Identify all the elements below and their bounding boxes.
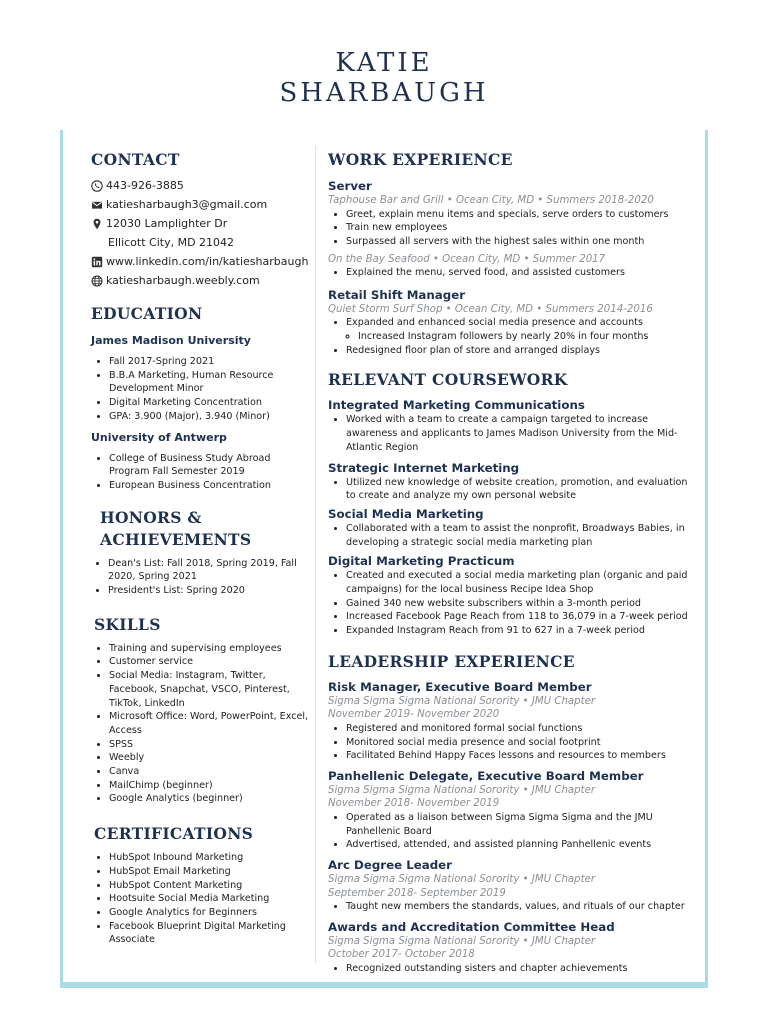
certifications-list <box>94 851 311 947</box>
role-org: Sigma Sigma Sigma National Sorority • JMU Chapter <box>328 695 596 707</box>
honors-item: • President's List: Spring 2020 <box>108 584 311 598</box>
course-details <box>328 569 688 638</box>
skill-item: • Microsoft Office: Word, PowerPoint, Excel, Access <box>109 710 311 737</box>
certification-item: • HubSpot Email Marketing <box>109 865 311 879</box>
role-item: • Registered and monitored formal social functions <box>346 722 688 736</box>
duty-item: • Expanded and enhanced social media presence and accounts <box>346 316 688 330</box>
school-details <box>91 452 311 493</box>
skill-item: • Weebly <box>109 751 311 765</box>
course-item: • Collaborated with a team to assist the nonprofit, Broadways Babies, in developing a strategic social media marketing plan <box>346 522 688 549</box>
contact-email <box>91 195 311 214</box>
job-meta: On the Bay Seafood • Ocean City, MD • Summer 2017 <box>328 253 606 265</box>
resume-name <box>0 48 768 108</box>
role-dates: November 2019- November 2020 <box>328 709 500 721</box>
duty-item: • Redesigned floor plan of store and arranged displays <box>346 344 688 358</box>
education-item: • Fall 2017-Spring 2021 <box>109 355 311 369</box>
job-duties <box>328 344 688 358</box>
job-sub-duties <box>328 330 688 344</box>
coursework-heading: RELEVANT COURSEWORK <box>328 370 568 390</box>
work-experience-section <box>328 150 688 357</box>
role-org: Sigma Sigma Sigma National Sorority • JMU Chapter <box>328 935 596 947</box>
course-item: • Created and executed a social media marketing plan (organic and paid campaigns) for the local business Recipe Idea Shop <box>346 569 688 596</box>
skill-item: • SPSS <box>109 738 311 752</box>
course-title: Integrated Marketing Communications <box>328 398 585 413</box>
skill-item: • MailChimp (beginner) <box>109 779 311 793</box>
education-item: • B.B.A Marketing, Human Resource Development Minor <box>109 369 311 396</box>
course-item: • Utilized new knowledge of website creation, promotion, and evaluation to create and analyze my own personal website <box>346 476 688 503</box>
course-title: Digital Marketing Practicum <box>328 554 515 569</box>
phone-icon <box>91 180 103 192</box>
role-item: • Recognized outstanding sisters and chapter achievements <box>346 962 688 976</box>
education-item: • European Business Concentration <box>109 479 311 493</box>
course-item: • Expanded Instagram Reach from 91 to 627 in a 7-week period <box>346 624 688 638</box>
role-item: • Operated as a liaison between Sigma Sigma Sigma and the JMU Panhellenic Board <box>346 811 688 838</box>
contact-phone <box>91 176 311 195</box>
course-entry <box>328 398 688 454</box>
left-column <box>91 150 311 947</box>
job-duties <box>328 266 688 280</box>
contact-linkedin-text[interactable]: www.linkedin.com/in/katiesharbaugh <box>106 255 309 268</box>
role-item: • Taught new members the standards, values, and rituals of our chapter <box>346 900 688 914</box>
honors-list <box>100 557 311 598</box>
contact-address1-text: 12030 Lamplighter Dr <box>106 217 228 230</box>
work-entry-retail <box>328 288 688 358</box>
role-duties <box>328 722 688 763</box>
column-divider <box>315 146 316 964</box>
honors-item: • Dean's List: Fall 2018, Spring 2019, Fall 2020, Spring 2021 <box>108 557 311 584</box>
role-title: Awards and Accreditation Committee Head <box>328 919 615 934</box>
role-org: Sigma Sigma Sigma National Sorority • JMU Chapter <box>328 874 596 886</box>
contact-address-line2 <box>91 233 311 252</box>
education-school <box>91 430 311 493</box>
education-heading: EDUCATION <box>91 304 203 323</box>
leadership-section <box>328 652 688 976</box>
role-dates: September 2018- September 2019 <box>328 887 506 899</box>
education-item: • Digital Marketing Concentration <box>109 396 311 410</box>
contact-heading: CONTACT <box>91 150 180 169</box>
role-dates: November 2018- November 2019 <box>328 798 500 810</box>
right-column <box>328 150 688 975</box>
course-entry <box>328 554 688 638</box>
email-icon <box>91 199 103 211</box>
certification-item: • Hootsuite Social Media Marketing <box>109 892 311 906</box>
course-item: • Increased Facebook Page Reach from 118 to 36,079 in a 7-week period <box>346 610 688 624</box>
course-item: • Worked with a team to create a campaign targeted to increase awareness and applicants to James Madison University from the Mid-Atlantic Region <box>346 413 688 454</box>
contact-address-line1 <box>91 214 311 233</box>
sub-duty-item: ◦ Increased Instagram followers by nearly 20% in four months <box>358 330 688 344</box>
skills-heading: SKILLS <box>94 614 161 634</box>
contact-linkedin <box>91 252 311 271</box>
globe-icon <box>91 275 103 287</box>
course-title: Strategic Internet Marketing <box>328 460 520 475</box>
leadership-entry <box>328 680 688 763</box>
leadership-heading: LEADERSHIP EXPERIENCE <box>328 651 575 671</box>
contact-list <box>91 176 311 290</box>
education-item: • GPA: 3.900 (Major), 3.940 (Minor) <box>109 410 311 424</box>
honors-section <box>91 507 311 598</box>
skill-item: • Google Analytics (beginner) <box>109 792 311 806</box>
role-dates: October 2017- October 2018 <box>328 949 475 961</box>
name-line-last: SHARBAUGH <box>279 78 489 108</box>
skill-item: • Canva <box>109 765 311 779</box>
skill-item: • Customer service <box>109 655 311 669</box>
duty-item: • Explained the menu, served food, and assisted customers <box>346 266 688 280</box>
certification-item: • Google Analytics for Beginners <box>109 906 311 920</box>
job-duties <box>328 316 688 330</box>
contact-website <box>91 271 311 290</box>
contact-phone-text: 443-926-3885 <box>106 179 184 192</box>
role-duties <box>328 962 688 976</box>
education-school <box>91 333 311 424</box>
job-title: Retail Shift Manager <box>328 287 466 302</box>
role-org: Sigma Sigma Sigma National Sorority • JMU Chapter <box>328 784 596 796</box>
certifications-heading: CERTIFICATIONS <box>94 824 254 844</box>
certification-item: • Facebook Blueprint Digital Marketing Associate <box>109 920 311 947</box>
work-experience-heading: WORK EXPERIENCE <box>328 150 513 169</box>
contact-address2-text: Ellicott City, MD 21042 <box>108 236 235 249</box>
job-duties <box>328 208 688 249</box>
duty-item: • Greet, explain menu items and specials, serve orders to customers <box>346 208 688 222</box>
course-details <box>328 476 688 503</box>
leadership-entry <box>328 858 688 914</box>
leadership-entry <box>328 920 688 976</box>
leadership-entry <box>328 769 688 852</box>
honors-heading <box>100 507 311 551</box>
course-entry <box>328 461 688 503</box>
school-name: University of Antwerp <box>91 430 227 444</box>
role-item: • Facilitated Behind Happy Faces lessons and resources to members <box>346 749 688 763</box>
contact-section <box>91 150 311 173</box>
job-title: Server <box>328 179 372 193</box>
course-item: • Gained 340 new website subscribers within a 3-month period <box>346 597 688 611</box>
linkedin-icon <box>91 256 103 268</box>
course-details <box>328 413 688 454</box>
role-duties <box>328 811 688 852</box>
role-item: • Monitored social media presence and social footprint <box>346 736 688 750</box>
education-item: • College of Business Study Abroad Program Fall Semester 2019 <box>109 452 311 479</box>
contact-email-text[interactable]: katiesharbaugh3@gmail.com <box>106 198 268 211</box>
role-duties <box>328 900 688 914</box>
certification-item: • HubSpot Inbound Marketing <box>109 851 311 865</box>
education-section <box>91 304 311 493</box>
skill-item: • Training and supervising employees <box>109 642 311 656</box>
skills-list <box>94 642 311 806</box>
role-title: Panhellenic Delegate, Executive Board Member <box>328 768 644 783</box>
role-title: Arc Degree Leader <box>328 858 452 873</box>
honors-heading-line2: ACHIEVEMENTS <box>100 529 252 549</box>
role-title: Risk Manager, Executive Board Member <box>328 679 592 694</box>
school-name: James Madison University <box>91 334 251 347</box>
skill-item: • Social Media: Instagram, Twitter, Facebook, Snapchat, VSCO, Pinterest, TikTok, LinkedIn <box>109 669 311 710</box>
job-meta: Quiet Storm Surf Shop • Ocean City, MD • Summers 2014-2016 <box>328 303 653 315</box>
school-details <box>91 355 311 424</box>
certifications-section <box>91 824 311 947</box>
job-meta: Taphouse Bar and Grill • Ocean City, MD • Summers 2018-2020 <box>328 195 654 206</box>
duty-item: • Surpassed all servers with the highest sales within one month <box>346 235 688 249</box>
location-icon <box>91 218 103 230</box>
course-entry <box>328 507 688 549</box>
skills-section <box>91 615 311 806</box>
contact-website-text[interactable]: katiesharbaugh.weebly.com <box>106 274 260 287</box>
course-title: Social Media Marketing <box>328 506 484 521</box>
work-entry-server <box>328 179 688 280</box>
coursework-section <box>328 370 688 637</box>
honors-heading-line1: HONORS & <box>100 507 202 527</box>
duty-item: • Train new employees <box>346 221 688 235</box>
certification-item: • HubSpot Content Marketing <box>109 879 311 893</box>
course-details <box>328 522 688 549</box>
name-line-first: KATIE <box>335 48 433 78</box>
role-item: • Advertised, attended, and assisted planning Panhellenic events <box>346 838 688 852</box>
